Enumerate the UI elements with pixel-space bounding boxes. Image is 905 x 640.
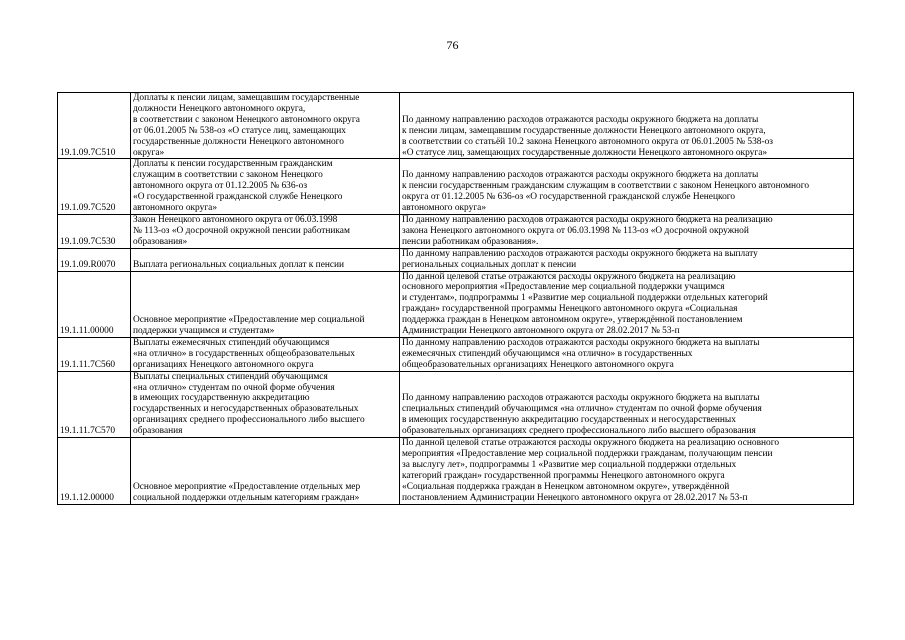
target-item-description: По данному направлению расходов отражаются расходы окружного бюджета на доплаты к пенсии государственным гражданским служащим в соответствии с законом Ненецкого автономного округа от 01.12.2005 № 636-оз «О государственной гражданской службе Ненецкого автономного округа» (400, 159, 854, 215)
table-row (58, 248, 854, 271)
target-item-description: По данному направлению расходов отражаются расходы окружного бюджета на доплаты к пенсии лицам, замещавшим государственные должности Ненецкого автономного округа, в соответствии со статьёй 10.2 закона Ненецкого автономного округа от 06.01.2005 № 538-оз «О статусе лиц, замещающих государственные должности Ненецкого автономного округа» (400, 93, 854, 159)
table-row (58, 337, 854, 371)
target-item-code: 19.1.11.00000 (58, 271, 131, 337)
target-item-code: 19.1.11.7С570 (58, 371, 131, 437)
target-item-code: 19.1.09.R0070 (58, 248, 131, 271)
table-row (58, 271, 854, 337)
budget-classification-table (57, 92, 854, 505)
target-item-name: Доплаты к пенсии лицам, замещавшим государственные должности Ненецкого автономного округа, в соответствии с законом Ненецкого автономного округа от 06.01.2005 № 538-оз «О статусе лиц, замещающих государственные должности Ненецкого автономного округа» (131, 93, 400, 159)
target-item-description: По данному направлению расходов отражаются расходы окружного бюджета на выплату региональных социальных доплат к пенсии (400, 248, 854, 271)
target-item-description: По данному направлению расходов отражаются расходы окружного бюджета на выплаты специальных стипендий обучающимся «на отлично» студентам по очной форме обучения в имеющих государственную аккредитацию государственных и негосударственных образовательных организациях среднего профессионального либо высшего образования (400, 371, 854, 437)
target-item-name: Основное мероприятие «Предоставление отдельных мер социальной поддержки отдельным категориям граждан» (131, 438, 400, 504)
target-item-description: По данной целевой статье отражаются расходы окружного бюджета на реализацию основного мероприятия «Предоставление мер социальной поддержки учащимся и студентам», подпрограммы 1 «Развитие мер социальной поддержки отдельных категорий граждан» государственной программы Ненецкого автономного округа «Социальная поддержка граждан в Ненецком автономном округе», утверждённой постановлением Администрации Ненецкого автономного округа от 28.02.2017 № 53-п (400, 271, 854, 337)
target-item-description: По данному направлению расходов отражаются расходы окружного бюджета на реализацию закона Ненецкого автономного округа от 06.03.1998 № 113-оз «О досрочной окружной пенсии работникам образования». (400, 214, 854, 248)
target-item-name: Выплаты ежемесячных стипендий обучающимся «на отлично» в государственных общеобразовательных организациях Ненецкого автономного округа (131, 337, 400, 371)
table-row (58, 371, 854, 437)
table-row (58, 214, 854, 248)
target-item-description: По данному направлению расходов отражаются расходы окружного бюджета на выплаты ежемесячных стипендий обучающимся «на отлично» в государственных общеобразовательных организациях Ненецкого автономного округа (400, 337, 854, 371)
target-item-code: 19.1.09.7С530 (58, 214, 131, 248)
target-item-name: Выплата региональных социальных доплат к пенсии (131, 248, 400, 271)
target-item-name: Доплаты к пенсии государственным гражданским служащим в соответствии с законом Ненецкого автономного округа от 01.12.2005 № 636-оз «О государственной гражданской службе Ненецкого автономного округа» (131, 159, 400, 215)
target-item-name: Выплаты специальных стипендий обучающимся «на отлично» студентам по очной форме обучения в имеющих государственную аккредитацию государственных и негосударственных образовательных организациях среднего профессионального либо высшего образования (131, 371, 400, 437)
target-item-name: Основное мероприятие «Предоставление мер социальной поддержки учащимся и студентам» (131, 271, 400, 337)
page-number: 76 (446, 38, 459, 52)
target-item-code: 19.1.09.7С520 (58, 159, 131, 215)
target-item-code: 19.1.11.7С560 (58, 337, 131, 371)
target-item-code: 19.1.09.7С510 (58, 93, 131, 159)
table-row (58, 159, 854, 215)
target-item-description: По данной целевой статье отражаются расходы окружного бюджета на реализацию основного мероприятия «Предоставление мер социальной поддержки гражданам, получающим пенсии за выслугу лет», подпрограммы 1 «Развитие мер социальной поддержки отдельных категорий граждан» государственной программы Ненецкого автономного округа «Социальная поддержка граждан в Ненецком автономном округе», утверждённой постановлением Администрации Ненецкого автономного округа от 28.02.2017 № 53-п (400, 438, 854, 504)
target-item-name: Закон Ненецкого автономного округа от 06.03.1998 № 113-оз «О досрочной окружной пенсии работникам образования» (131, 214, 400, 248)
target-item-code: 19.1.12.00000 (58, 438, 131, 504)
table-row (58, 93, 854, 159)
table-row (58, 438, 854, 504)
